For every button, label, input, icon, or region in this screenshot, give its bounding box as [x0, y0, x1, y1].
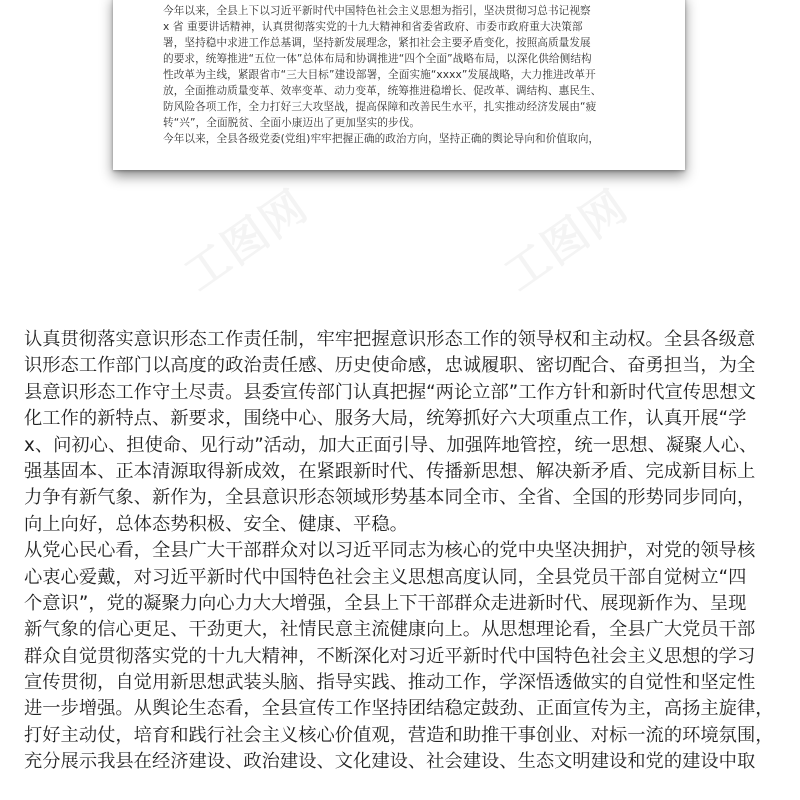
preview-line: 性改革为主线，紧跟省市“三大目标”建设部署，全面实施“xxxx”发展战略，大力推进改革开: [163, 69, 596, 81]
body-line: x、问初心、担使命、见行动”活动，加大正面引导、加强阵地管控，统一思想、凝聚人心、: [24, 434, 758, 456]
body-line: 新气象的信心更足、干劲更大，社情民意主流健康向上。从思想理论看，全县广大党员干部: [24, 619, 756, 641]
preview-line: 防风险各项工作，全力打好三大攻坚战，提高保障和改善民生水平，扎实推动经济发展由“疲: [163, 101, 597, 113]
body-line: 力争有新气象、新作为，全县意识形态领域形势基本同全市、全省、全国的形势同步同向，: [24, 487, 756, 509]
preview-line: 转“兴”，全面脱贫、全面小康迈出了更加坚实的步伐。: [163, 117, 421, 129]
body-line: 从党心民心看，全县广大干部群众对以习近平同志为核心的党中央坚决拥护，对党的领导核: [24, 540, 756, 562]
body-line: 进一步增强。从舆论生态看，全县宣传工作坚持团结稳定鼓劲、正面宣传为主，高扬主旋律，: [24, 698, 774, 720]
preview-heading: [163, 0, 334, 1]
preview-line: 署，坚持稳中求进工作总基调，坚持新发展理念，紧扣社会主要矛盾变化，按照高质量发展: [163, 37, 591, 49]
watermark: [169, 171, 319, 303]
preview-line: 的要求，统筹推进“五位一体”总体布局和协调推进“四个全面”战略布局，以深化供给侧结构: [163, 53, 592, 65]
body-line: 化工作的新特点、新要求，围绕中心、服务大局，统筹抓好六大项重点工作，认真开展“学: [24, 408, 747, 430]
body-line: 打好主动仗，培育和践行社会主义核心价值观，营造和助推干事创业、对标一流的环境氛围，: [24, 724, 774, 746]
body-line: 识形态工作部门以高度的政治责任感、历史使命感，忠诚履职、密切配合、奋勇担当，为全: [24, 355, 756, 377]
preview-line: 今年以来，全县上下以习近平新时代中国特色社会主义思想为指引，坚决贯彻习总书记视察: [163, 5, 591, 17]
document-body: [24, 327, 784, 776]
body-line: 向上向好，总体态势积极、安全、健康、平稳。: [24, 513, 408, 535]
preview-line: 放，全面推动质量变革、效率变革、动力变革，统筹推进稳增长、促改革、调结构、惠民生、: [163, 85, 602, 97]
body-line: 强基固本、正本清源取得新成效，在紧跟新时代、传播新思想、解决新矛盾、完成新目标上: [24, 460, 756, 482]
body-line: 县意识形态工作守土尽责。县委宣传部门认真把握“两论立部”工作方针和新时代宣传思想文: [24, 381, 756, 403]
preview-paragraph: [163, 3, 673, 147]
body-line: 个意识”，党的凝聚力向心力大大增强，全县上下干部群众走进新时代、展现新作为、呈现: [24, 592, 747, 614]
document-preview-card: [113, 0, 685, 170]
watermark: [489, 171, 639, 303]
body-line: 宣传贯彻，自觉用新思想武装头脑、指导实践、推动工作，学深悟透做实的自觉性和坚定性: [24, 672, 756, 694]
body-line: 认真贯彻落实意识形态工作责任制，牢牢把握意识形态工作的领导权和主动权。全县各级意: [24, 329, 756, 350]
body-line: 群众自觉贯彻落实党的十九大精神，不断深化对习近平新时代中国特色社会主义思想的学习: [24, 645, 756, 667]
body-line: 心衷心爱戴，对习近平新时代中国特色社会主义思想高度认同，全县党员干部自觉树立“四: [24, 566, 747, 588]
document-preview-area: [0, 0, 800, 300]
body-line: 充分展示我县在经济建设、政治建设、文化建设、社会建设、生态文明建设和党的建设中取: [24, 751, 756, 773]
preview-line: x 省 重要讲话精神，认真贯彻落实党的十九大精神和省委省政府、市委市政府重大决策部: [163, 21, 583, 33]
preview-line: 今年以来，全县各级党委(党组)牢牢把握正确的政治方向，坚持正确的舆论导向和价值取向，: [163, 133, 600, 145]
